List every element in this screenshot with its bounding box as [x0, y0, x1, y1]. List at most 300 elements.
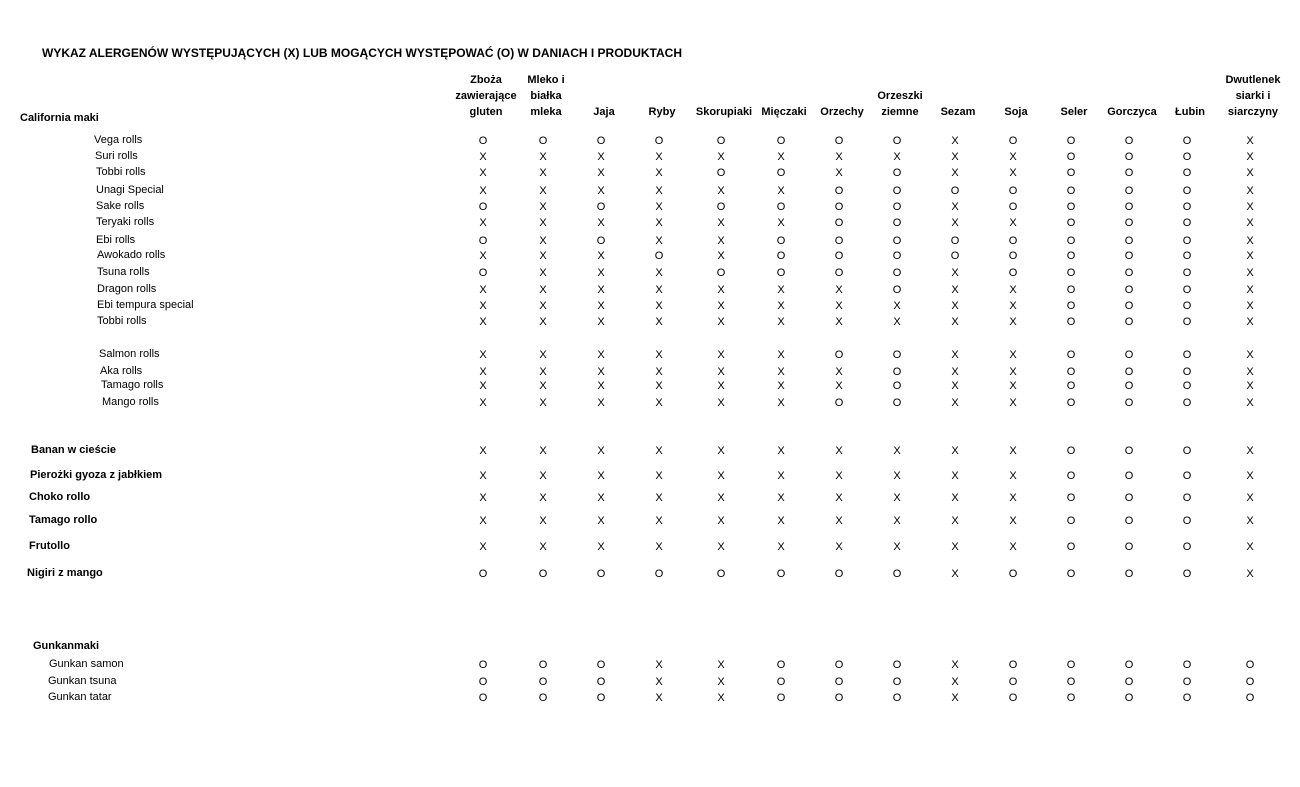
allergen-cell: X	[655, 151, 663, 163]
allergen-cell: O	[834, 250, 844, 262]
allergen-cell: X	[893, 151, 901, 163]
allergen-cell: X	[717, 380, 725, 392]
allergen-cell: O	[1245, 676, 1255, 688]
allergen-cell: X	[655, 316, 663, 328]
allergen-cell: X	[479, 366, 487, 378]
allergen-cell: O	[776, 167, 786, 179]
allergen-cell: X	[479, 284, 487, 296]
allergen-cell: X	[479, 300, 487, 312]
row-label: Gunkan tsuna	[48, 675, 117, 687]
allergen-cell: X	[1246, 151, 1254, 163]
allergen-cell: X	[951, 568, 959, 580]
column-header: Mięczaki	[761, 106, 807, 118]
allergen-cell: X	[539, 185, 547, 197]
allergen-cell: X	[479, 492, 487, 504]
allergen-cell: X	[597, 515, 605, 527]
allergen-cell: O	[1124, 470, 1134, 482]
allergen-cell: O	[892, 217, 902, 229]
allergen-cell: X	[1246, 284, 1254, 296]
allergen-cell: X	[951, 300, 959, 312]
allergen-cell: X	[655, 201, 663, 213]
row-label: Aka rolls	[100, 365, 143, 377]
allergen-cell: X	[951, 167, 959, 179]
allergen-cell: O	[1008, 568, 1018, 580]
allergen-cell: X	[777, 541, 785, 553]
column-header: Dwutlenek siarki i siarczyny	[1225, 74, 1281, 118]
allergen-cell: X	[717, 366, 725, 378]
allergen-cell: X	[835, 445, 843, 457]
allergen-cell: O	[776, 135, 786, 147]
allergen-cell: X	[835, 151, 843, 163]
column-header: Ryby	[648, 106, 676, 118]
allergen-cell: O	[538, 676, 548, 688]
allergen-cell: O	[892, 692, 902, 704]
allergen-cell: X	[539, 250, 547, 262]
allergen-cell: O	[1182, 380, 1192, 392]
allergen-cell: X	[893, 445, 901, 457]
allergen-cell: O	[1066, 135, 1076, 147]
allergen-cell: O	[1066, 185, 1076, 197]
allergen-cell: X	[1246, 135, 1254, 147]
allergen-cell: X	[1009, 515, 1017, 527]
allergen-cell: O	[1124, 349, 1134, 361]
allergen-cell: X	[835, 167, 843, 179]
allergen-cell: X	[597, 397, 605, 409]
allergen-cell: X	[951, 492, 959, 504]
allergen-cell: O	[1124, 492, 1134, 504]
allergen-cell: X	[951, 515, 959, 527]
row-label: Tobbi rolls	[96, 166, 146, 178]
allergen-cell: O	[1182, 366, 1192, 378]
allergen-cell: X	[717, 235, 725, 247]
allergen-cell: X	[777, 316, 785, 328]
allergen-cell: X	[951, 151, 959, 163]
allergen-cell: X	[539, 284, 547, 296]
allergen-cell: O	[1124, 250, 1134, 262]
allergen-cell: O	[1245, 692, 1255, 704]
allergen-cell: O	[1182, 515, 1192, 527]
allergen-cell: O	[596, 568, 606, 580]
allergen-cell: O	[1124, 135, 1134, 147]
allergen-cell: X	[717, 250, 725, 262]
row-label: Dragon rolls	[97, 283, 157, 295]
allergen-cell: O	[1124, 515, 1134, 527]
allergen-cell: O	[1182, 201, 1192, 213]
allergen-cell: O	[1124, 397, 1134, 409]
allergen-cell: X	[655, 492, 663, 504]
allergen-cell: O	[834, 217, 844, 229]
allergen-cell: X	[1246, 568, 1254, 580]
allergen-cell: O	[1066, 659, 1076, 671]
allergen-cell: O	[834, 397, 844, 409]
allergen-cell: X	[539, 470, 547, 482]
allergen-cell: O	[1182, 676, 1192, 688]
allergen-cell: O	[834, 676, 844, 688]
allergen-cell: X	[717, 397, 725, 409]
allergen-cell: X	[1246, 492, 1254, 504]
allergen-cell: X	[893, 300, 901, 312]
row-label: Tamago rollo	[29, 514, 98, 526]
allergen-cell: X	[479, 151, 487, 163]
allergen-cell: X	[717, 349, 725, 361]
allergen-cell: O	[892, 284, 902, 296]
allergen-cell: X	[479, 167, 487, 179]
allergen-cell: X	[951, 316, 959, 328]
allergen-cell: X	[539, 151, 547, 163]
allergen-cell: O	[1124, 692, 1134, 704]
allergen-cell: O	[716, 201, 726, 213]
allergen-cell: O	[1182, 470, 1192, 482]
allergen-cell: X	[777, 151, 785, 163]
allergen-cell: X	[479, 380, 487, 392]
allergen-cell: X	[1246, 316, 1254, 328]
allergen-cell: X	[597, 151, 605, 163]
allergen-cell: O	[478, 267, 488, 279]
allergen-cell: O	[1066, 568, 1076, 580]
allergen-cell: X	[1009, 541, 1017, 553]
allergen-cell: X	[655, 235, 663, 247]
allergen-cell: X	[717, 300, 725, 312]
allergen-cell: X	[835, 515, 843, 527]
allergen-cell: O	[1066, 366, 1076, 378]
allergen-cell: X	[597, 267, 605, 279]
allergen-cell: O	[1008, 692, 1018, 704]
allergen-cell: O	[1066, 235, 1076, 247]
allergen-cell: X	[777, 470, 785, 482]
allergen-cell: O	[1066, 492, 1076, 504]
allergen-cell: X	[479, 470, 487, 482]
allergen-cell: X	[835, 284, 843, 296]
allergen-cell: X	[1246, 380, 1254, 392]
allergen-cell: X	[597, 541, 605, 553]
allergen-cell: O	[1182, 235, 1192, 247]
allergen-cell: X	[1009, 284, 1017, 296]
allergen-cell: X	[777, 349, 785, 361]
allergen-cell: O	[1008, 185, 1018, 197]
allergen-cell: O	[1182, 284, 1192, 296]
allergen-cell: O	[892, 676, 902, 688]
allergen-cell: O	[596, 659, 606, 671]
allergen-cell: O	[834, 659, 844, 671]
row-label: Ebi tempura special	[97, 299, 194, 311]
allergen-cell: X	[539, 349, 547, 361]
row-label: Frutollo	[29, 540, 70, 552]
column-header: Jaja	[593, 106, 615, 118]
allergen-cell: X	[655, 470, 663, 482]
allergen-cell: X	[835, 470, 843, 482]
allergen-cell: O	[1008, 676, 1018, 688]
allergen-cell: O	[1124, 445, 1134, 457]
allergen-cell: X	[539, 380, 547, 392]
allergen-cell: X	[717, 692, 725, 704]
allergen-cell: X	[951, 349, 959, 361]
allergen-cell: X	[777, 366, 785, 378]
allergen-cell: X	[479, 185, 487, 197]
allergen-cell: X	[951, 366, 959, 378]
allergen-cell: O	[1182, 185, 1192, 197]
allergen-cell: O	[892, 235, 902, 247]
allergen-cell: O	[776, 235, 786, 247]
allergen-cell: O	[478, 201, 488, 213]
allergen-cell: O	[1066, 167, 1076, 179]
allergen-cell: O	[892, 135, 902, 147]
allergen-cell: X	[479, 217, 487, 229]
column-header: Soja	[1004, 106, 1028, 118]
allergen-cell: X	[951, 692, 959, 704]
allergen-cell: X	[717, 676, 725, 688]
allergen-cell: X	[655, 380, 663, 392]
allergen-cell: X	[1009, 167, 1017, 179]
allergen-cell: X	[1246, 167, 1254, 179]
allergen-cell: X	[1009, 217, 1017, 229]
allergen-cell: O	[834, 235, 844, 247]
allergen-cell: O	[1182, 135, 1192, 147]
allergen-cell: O	[1124, 366, 1134, 378]
allergen-cell: X	[597, 217, 605, 229]
allergen-cell: O	[1124, 167, 1134, 179]
allergen-cell: X	[655, 541, 663, 553]
allergen-cell: X	[597, 284, 605, 296]
allergen-cell: O	[1124, 267, 1134, 279]
allergen-cell: O	[596, 692, 606, 704]
allergen-cell: X	[951, 397, 959, 409]
allergen-cell: X	[655, 659, 663, 671]
row-label: Vega rolls	[94, 134, 143, 146]
allergen-cell: X	[539, 300, 547, 312]
row-label: Banan w cieście	[31, 444, 116, 456]
allergen-cell: X	[1246, 515, 1254, 527]
allergen-cell: X	[655, 692, 663, 704]
allergen-cell: X	[1246, 300, 1254, 312]
allergen-cell: O	[776, 250, 786, 262]
allergen-cell: X	[1246, 470, 1254, 482]
allergen-cell: O	[1124, 316, 1134, 328]
allergen-cell: O	[538, 659, 548, 671]
allergen-cell: X	[777, 515, 785, 527]
allergen-cell: X	[951, 267, 959, 279]
column-header: Skorupiaki	[695, 106, 753, 118]
allergen-cell: X	[597, 300, 605, 312]
section-label-california-maki: California maki	[20, 112, 99, 124]
allergen-cell: X	[717, 185, 725, 197]
allergen-cell: O	[716, 267, 726, 279]
allergen-cell: O	[1066, 250, 1076, 262]
allergen-cell: X	[655, 300, 663, 312]
allergen-cell: X	[539, 541, 547, 553]
allergen-cell: X	[1246, 397, 1254, 409]
row-label: Tamago rolls	[101, 379, 164, 391]
allergen-cell: X	[479, 397, 487, 409]
allergen-cell: X	[951, 470, 959, 482]
allergen-cell: O	[776, 201, 786, 213]
allergen-cell: O	[1066, 217, 1076, 229]
allergen-cell: O	[478, 135, 488, 147]
allergen-cell: O	[1124, 151, 1134, 163]
allergen-cell: X	[597, 250, 605, 262]
row-label: Ebi rolls	[96, 234, 136, 246]
allergen-cell: O	[834, 349, 844, 361]
allergen-cell: O	[1124, 568, 1134, 580]
allergen-cell: O	[1182, 167, 1192, 179]
allergen-cell: O	[596, 235, 606, 247]
row-label: Suri rolls	[95, 150, 138, 162]
allergen-cell: O	[1008, 267, 1018, 279]
allergen-cell: O	[478, 235, 488, 247]
allergen-cell: O	[716, 568, 726, 580]
allergen-cell: X	[717, 316, 725, 328]
row-label: Choko rollo	[29, 491, 91, 503]
allergen-cell: O	[776, 692, 786, 704]
allergen-cell: X	[1009, 470, 1017, 482]
allergen-cell: O	[1182, 250, 1192, 262]
allergen-cell: X	[835, 316, 843, 328]
allergen-cell: X	[597, 167, 605, 179]
allergen-cell: X	[539, 267, 547, 279]
allergen-cell: O	[1124, 300, 1134, 312]
allergen-cell: O	[1066, 541, 1076, 553]
allergen-cell: X	[1246, 250, 1254, 262]
allergen-cell: X	[951, 676, 959, 688]
allergen-cell: O	[1182, 492, 1192, 504]
allergen-cell: X	[777, 445, 785, 457]
allergen-cell: O	[1008, 659, 1018, 671]
allergen-cell: X	[539, 235, 547, 247]
allergen-cell: X	[893, 316, 901, 328]
allergen-cell: O	[1182, 692, 1192, 704]
allergen-cell: O	[478, 676, 488, 688]
row-label: Pierożki gyoza z jabłkiem	[30, 469, 163, 481]
row-label: Gunkan tatar	[48, 691, 112, 703]
row-label: Sake rolls	[96, 200, 145, 212]
allergen-cell: X	[539, 167, 547, 179]
allergen-cell: O	[892, 380, 902, 392]
allergen-cell: O	[892, 250, 902, 262]
allergen-cell: X	[597, 470, 605, 482]
allergen-cell: O	[834, 568, 844, 580]
allergen-cell: O	[776, 676, 786, 688]
allergen-cell: O	[892, 185, 902, 197]
allergen-cell: X	[655, 445, 663, 457]
allergen-cell: O	[1182, 397, 1192, 409]
allergen-cell: O	[596, 676, 606, 688]
allergen-cell: O	[654, 250, 664, 262]
allergen-cell: X	[655, 167, 663, 179]
allergen-cell: O	[1182, 349, 1192, 361]
allergen-cell: X	[597, 349, 605, 361]
allergen-cell: O	[834, 135, 844, 147]
allergen-cell: O	[1124, 541, 1134, 553]
column-header: Mleko i białka mleka	[527, 74, 565, 118]
allergen-cell: O	[1182, 568, 1192, 580]
allergen-cell: O	[834, 201, 844, 213]
allergen-cell: O	[1124, 676, 1134, 688]
allergen-cell: O	[654, 568, 664, 580]
allergen-cell: O	[1066, 676, 1076, 688]
allergen-cell: O	[716, 135, 726, 147]
allergen-cell: O	[538, 568, 548, 580]
allergen-cell: X	[893, 515, 901, 527]
allergen-cell: X	[1009, 300, 1017, 312]
allergen-cell: O	[1182, 267, 1192, 279]
allergen-cell: O	[478, 568, 488, 580]
allergen-cell: X	[539, 201, 547, 213]
allergen-cell: X	[1246, 366, 1254, 378]
allergen-cell: X	[1246, 267, 1254, 279]
allergen-cell: O	[716, 167, 726, 179]
allergen-cell: O	[892, 349, 902, 361]
allergen-cell: X	[1246, 201, 1254, 213]
row-label: Tobbi rolls	[97, 315, 147, 327]
document-title: WYKAZ ALERGENÓW WYSTĘPUJĄCYCH (X) LUB MOGĄCYCH WYSTĘPOWAĆ (O) W DANIACH I PRODUKTACH	[42, 46, 682, 60]
allergen-cell: O	[892, 201, 902, 213]
column-header: Gorczyca	[1107, 106, 1157, 118]
allergen-cell: O	[834, 692, 844, 704]
allergen-cell: X	[717, 515, 725, 527]
allergen-cell: X	[479, 541, 487, 553]
allergen-cell: O	[1182, 541, 1192, 553]
allergen-cell: X	[951, 284, 959, 296]
allergen-cell: X	[835, 300, 843, 312]
allergen-cell: X	[655, 267, 663, 279]
allergen-cell: O	[834, 267, 844, 279]
allergen-cell: O	[1182, 445, 1192, 457]
allergen-cell: X	[1009, 445, 1017, 457]
allergen-cell: O	[892, 397, 902, 409]
row-label: Teryaki rolls	[96, 216, 155, 228]
allergen-cell: X	[717, 445, 725, 457]
allergen-cell: O	[1182, 151, 1192, 163]
allergen-cell: O	[1066, 300, 1076, 312]
allergen-cell: O	[478, 659, 488, 671]
allergen-cell: O	[1008, 250, 1018, 262]
allergen-cell: X	[777, 300, 785, 312]
allergen-cell: X	[893, 541, 901, 553]
allergen-cell: O	[950, 235, 960, 247]
allergen-cell: X	[1246, 445, 1254, 457]
allergen-cell: O	[776, 659, 786, 671]
allergen-cell: O	[776, 568, 786, 580]
allergen-cell: X	[539, 217, 547, 229]
allergen-cell: O	[1066, 397, 1076, 409]
allergen-cell: X	[479, 349, 487, 361]
allergen-cell: X	[777, 284, 785, 296]
allergen-cell: O	[1066, 316, 1076, 328]
allergen-cell: X	[597, 366, 605, 378]
allergen-cell: X	[893, 492, 901, 504]
allergen-cell: X	[717, 470, 725, 482]
allergen-cell: O	[596, 135, 606, 147]
allergen-cell: O	[950, 250, 960, 262]
allergen-cell: X	[1009, 380, 1017, 392]
allergen-cell: X	[539, 492, 547, 504]
allergen-cell: O	[1182, 217, 1192, 229]
allergen-cell: O	[892, 568, 902, 580]
allergen-cell: X	[1009, 366, 1017, 378]
allergen-cell: X	[479, 515, 487, 527]
allergen-cell: X	[951, 445, 959, 457]
allergen-cell: O	[538, 135, 548, 147]
allergen-cell: X	[951, 380, 959, 392]
allergen-cell: X	[717, 659, 725, 671]
allergen-cell: X	[951, 659, 959, 671]
allergen-cell: O	[1182, 300, 1192, 312]
allergen-cell: X	[539, 397, 547, 409]
allergen-cell: X	[597, 492, 605, 504]
allergen-cell: X	[655, 349, 663, 361]
allergen-cell: O	[1066, 267, 1076, 279]
allergen-cell: X	[835, 492, 843, 504]
allergen-cell: X	[655, 397, 663, 409]
